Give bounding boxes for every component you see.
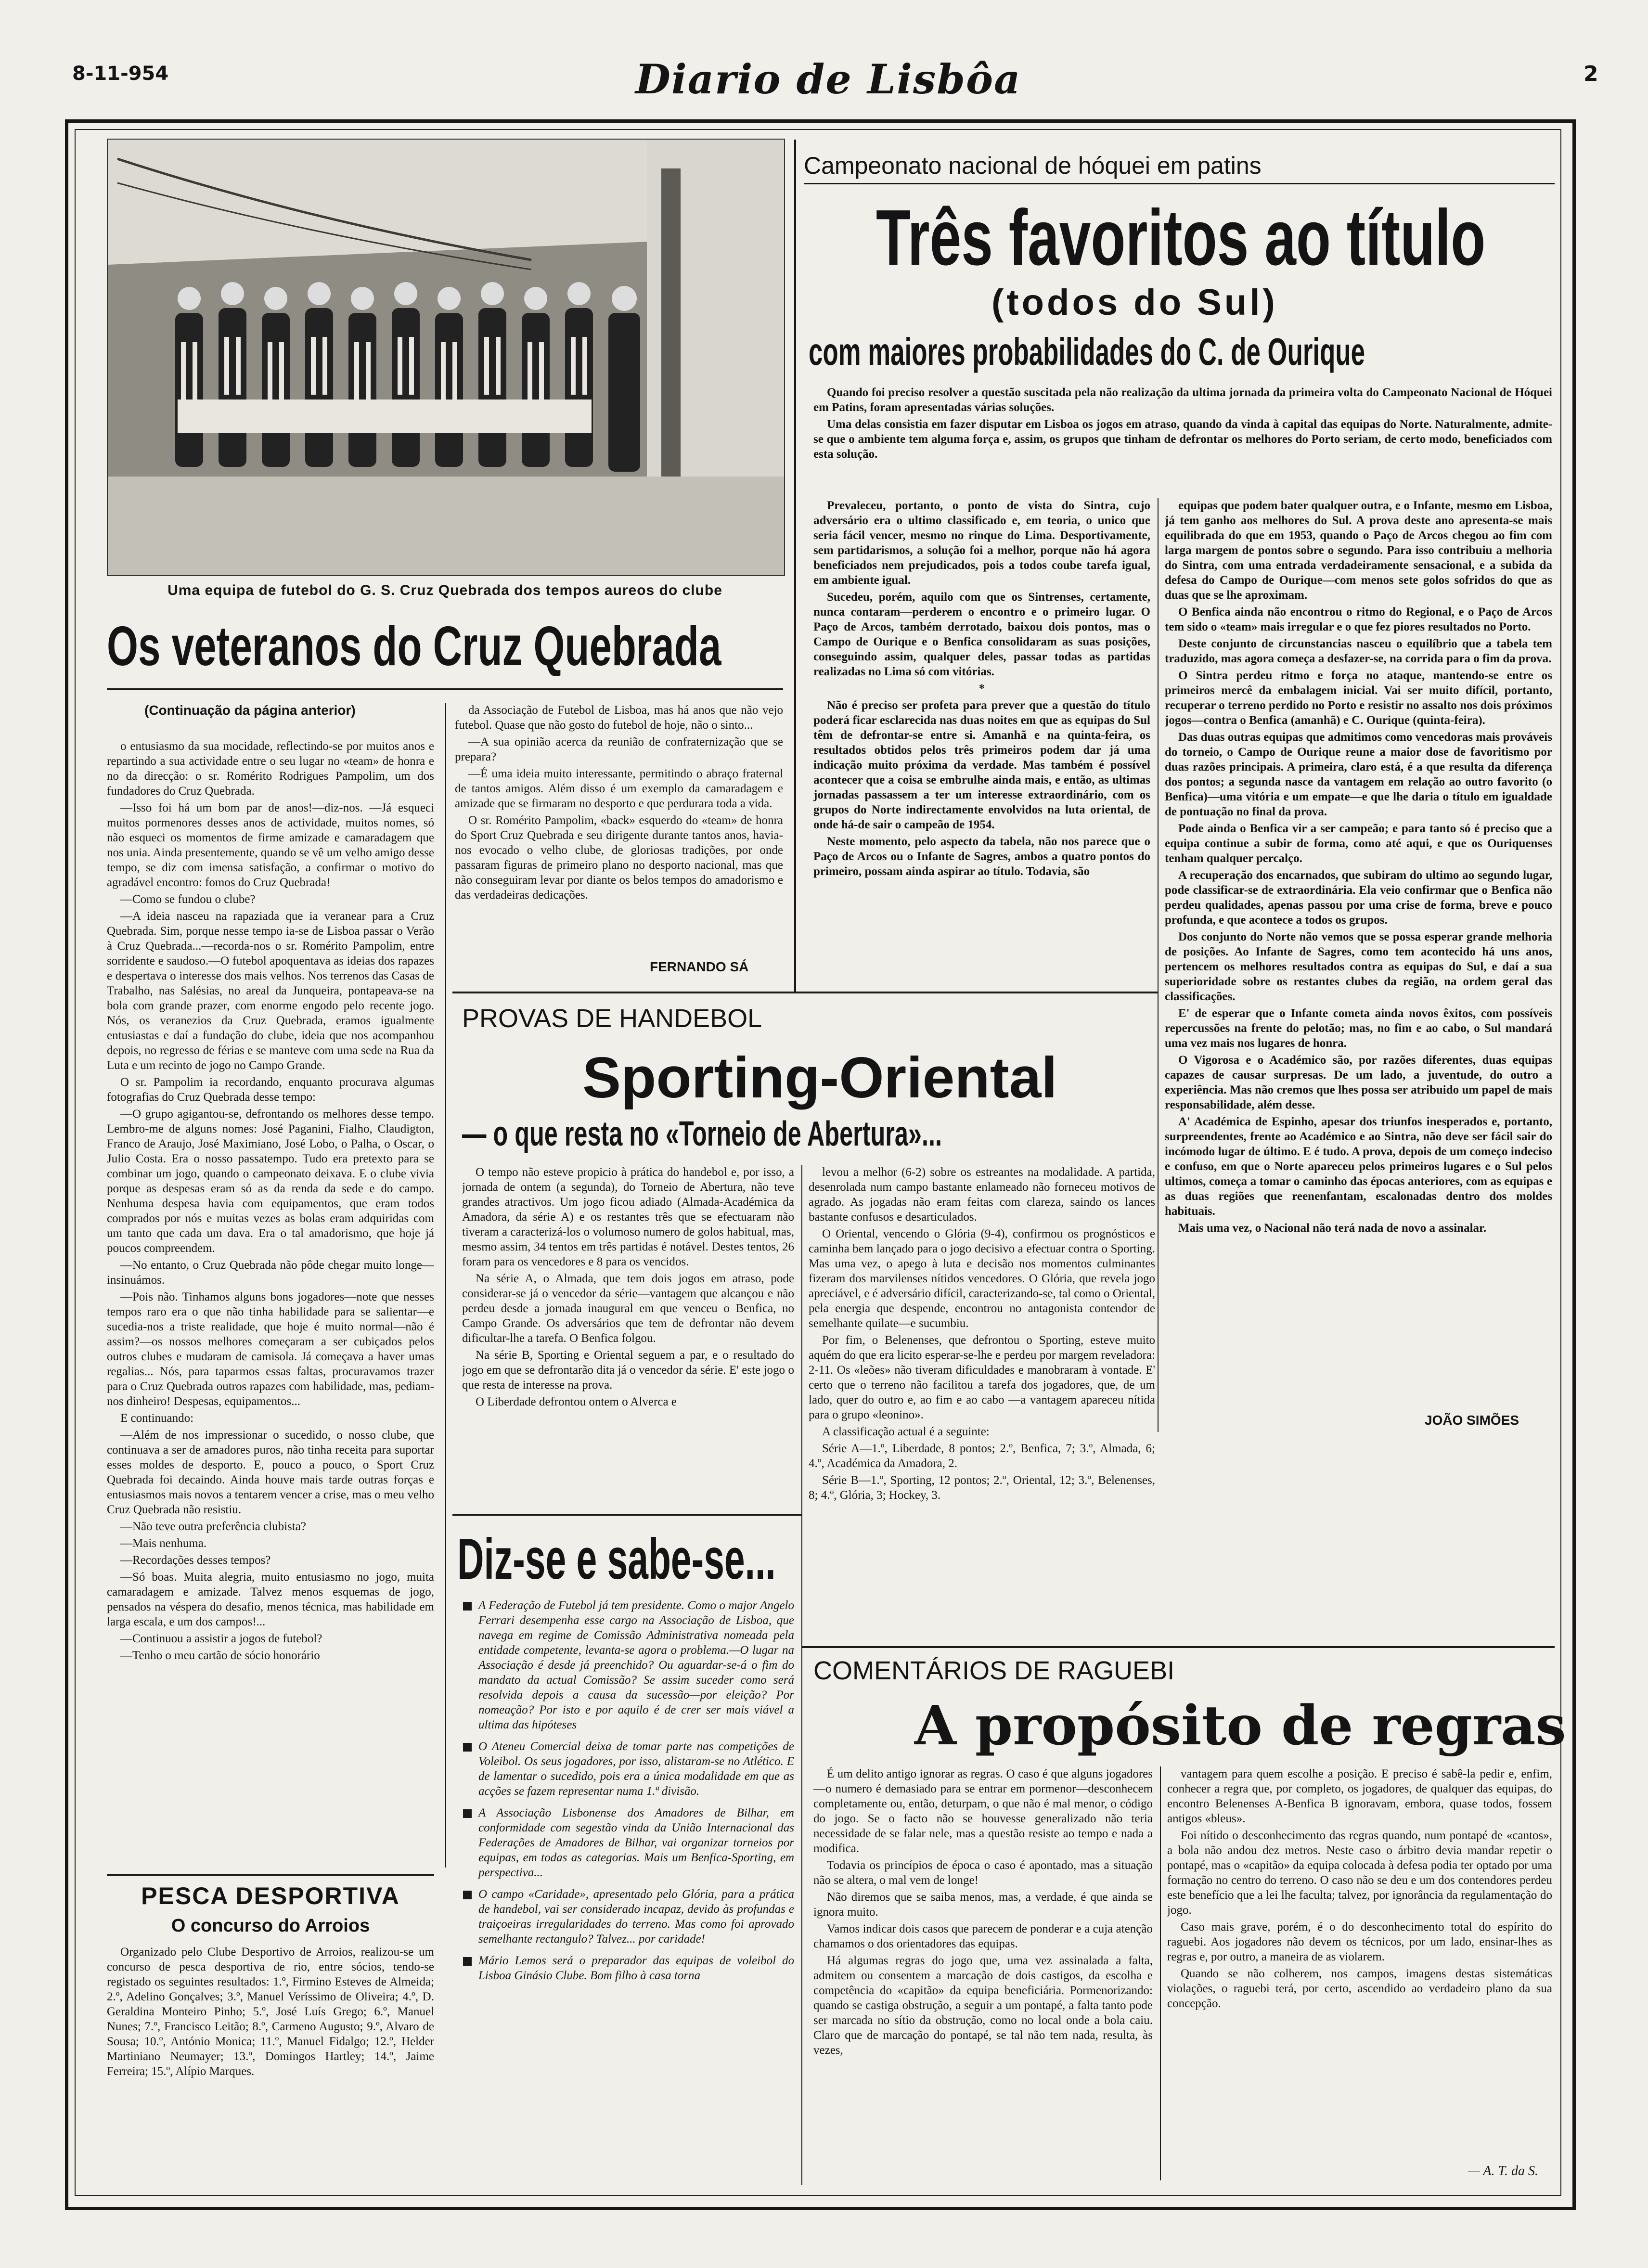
paragraph: O Liberdade defrontou ontem o Alverca e [476,1395,677,1408]
paragraph: Vamos indicar dois casos que parecem de ponderar e a cuja atenção chamamos o dos orientadores das equipas. [813,1922,1153,1950]
paragraph: Dos conjunto do Norte não vemos que se possa esperar grande melhoria de posições. Ao Infante de Sagres, como tem acontecido há uns anos, pertencem os melhores resultados contra as equipas do Sul, e daí a sua superioridade sobre os restantes clubes da região, na ordem geral das classificações. [1165,930,1552,1003]
paragraph: Mais uma vez, o Nacional não terá nada de novo a assinalar. [1178,1222,1487,1235]
paragraph: —Como se fundou o clube? [120,893,256,906]
paragraph: Deste conjunto de circunstancias nasceu o equilíbrio que a tabela tem traduzido, mas agora começa a desfazer-se, na corrida para o fim da prova. [1165,637,1552,665]
veteranos-column-2 [455,703,783,953]
paragraph: O Benfica ainda não encontrou o ritmo do Regional, e o Paço de Arcos tem sido o «team» mais irregular e o que fez piores resultados no Porto. [1165,606,1552,633]
paragraph: —Isso foi há um bom par de anos!—diz-nos. —Já esqueci muitos pormenores desses anos de actividade, muitos nomes, só não esqueci os momentos de firme amizade e camaradagem que nos unia. Ainda presentemente, quando se vê um velho amigo desse tempo, se diz com imensa satisfação, a confirmar o motivo do agradável encontro: fomos do Cruz Quebrada! [107,801,434,889]
raguebi-headline: A propósito de regras [914,1694,1566,1757]
paragraph: Na série B, Sporting e Oriental seguem a par, e o resultado do jogo em que se defrontarão dita já o vencedor da série. E' este jogo o que resta de interesse na prova. [462,1349,794,1392]
paragraph: Caso mais grave, porém, é o do desconhecimento total do espírito do raguebi. Aos jogadores não devem os técnicos, por um lado, ensinar-lhes as regras e, por outro, a maneira de as violarem. [1167,1920,1552,1963]
paragraph: Quando foi preciso resolver a questão suscitada pela não realização da ultima jornada da primeira volta do Campeonato Nacional de Hóquei em Patins, foram apresentadas várias soluções. [813,386,1552,414]
paragraph: Todavia os princípios de época o caso é apontado, mas a situação não se altera, o mal vem de longe! [813,1859,1153,1887]
team-photo-image [108,140,784,575]
news-item: O Ateneu Comercial deixa de tomar parte nas competições de Voleibol. Os seus jogadores, por isso, alistaram-se no Atlético. E de lamentar o sucedido, pois era a única modalidade em que as acções se fazem representar numa 1.ª divisão. [462,1739,794,1799]
newspaper-title: Diario de Lisbôa [635,55,1021,103]
paragraph: —Só boas. Muita alegria, muito entusiasmo no jogo, muita camaradagem e amizade. Talvez menos esquemas de jogo, pensados na véspera do desafio, menos técnica, mas habilidade em larga escala, e um dos campos!... [107,1571,434,1628]
paragraph: A recuperação dos encarnados, que subiram do ultimo ao segundo lugar, pode classificar-se de extraordinária. Ela veio confirmar que o Benfica não perdeu qualidades, apenas passou por uma crise de forma, breve e pouco profunda, e que acontece a todos os grupos. [1165,869,1552,927]
hoquei-subheadline: (todos do Sul) [991,282,1278,323]
paragraph: —Não teve outra preferência clubista? [120,1520,306,1533]
news-item: A Associação Lisbonense dos Amadores de Bilhar, em conformidade com segestão vinda da União Internacional das Federações de Amadores de Bilhar, vai organizar torneios por equipas, em todas as categorias. Mais um Benfica-Sporting, em perspectiva... [462,1805,794,1880]
paragraph: levou a melhor (6-2) sobre os estreantes na modalidade. A partida, desenrolada num campo bastante enlameado não forneceu motivos de agrado. As jogadas não eram feitas com clareza, saindo os lances bastante confusos e desarticulados. [809,1166,1155,1224]
dizse-headline: Diz-se e sabe-se... [457,1527,776,1591]
paragraph: O Sintra perdeu ritmo e força no ataque, mantendo-se entre os primeiros mercê da embalagem inicial. Vai ser muito difícil, portanto, recuperar o terreno perdido no Porto e resistir no assalto nos dois próximos jogos—contra o Benfica (amanhã) e C. Ourique (quinta-feira). [1165,669,1552,727]
hoquei-deck: com maiores probabilidades do C. de Ourique [809,330,1365,373]
pesca-body [107,1945,434,2156]
paragraph: O Oriental, vencendo o Glória (9-4), confirmou os prognósticos e caminha bem lançado para o jogo decisivo a efectuar contra o Sporting. Mas uma vez, o apego à luta e decisão nos momentos culminantes fizeram dos marvilenses nítidos vencedores. O Glória, que revela jogo apreciável, e é adversário difícil, caracterizando-se, tal como o Oriental, pela energia que despende, encontrou no antagonista contendor de semelhante quilate—e sucumbiu. [809,1227,1155,1330]
veteranos-column-1 [107,739,434,1863]
paragraph: A' Académica de Espinho, apesar dos triunfos inesperados e, portanto, surpreendentes, frente ao Académico e ao Sintra, não deve ser fácil sair do incómodo lugar de último. E é tudo. A prova, depois de um começo indeciso e confuso, em que o Norte apareceu pelos primeiros lugares e o Sul pelos ultimos, começa a tomar o caminho das épocas anteriores, com as equipas e as duas regiões que reenenfantam, escalonadas dentro dos moldes habituais. [1165,1115,1552,1218]
paragraph: —Além de nos impressionar o sucedido, o nosso clube, que continuava a ser de amadores puros, não tinha receita para suportar esses moldes de desporto. E, pouco a pouco, o Sport Cruz Quebrada foi decaindo. Ainda houve mais tarde outras forças e entusiasmos mais novos a tentarem vencer a crise, mas o meu velho Cruz Quebrada não resistiu. [107,1429,434,1516]
paragraph: O sr. Pampolim ia recordando, enquanto procurava algumas fotografias do Cruz Quebrada desse tempo: [107,1076,434,1104]
continuation-note: (Continuação da página anterior) [144,703,356,718]
column-rule-handebol [801,1165,802,2185]
raguebi-col2-content [1167,1766,1552,2011]
hoquei-col1-content [813,498,1150,879]
rule-pesca [107,1874,434,1876]
paragraph: E continuando: [120,1412,194,1425]
paragraph: É um delito antigo ignorar as regras. O caso é que alguns jogadores—o numero é demasiado para se entrar em pormenor—desconhecem completamente ou, então, deturpam, o que não é mal menor, o código do jogo. Se o facto não se houvesse generalizado não teria necessidade de se falar nele, mas a questão resiste ao tempo e nada a modifica. [813,1767,1153,1855]
pesca-content [107,1945,434,2079]
paragraph: Uma delas consistia em fazer disputar em Lisboa os jogos em atraso, quando da vinda à capital das equipas do Norte. Naturalmente, admite-se que o ambiente tem alguma força e, assim, os grupos que tinham de defrontar os melhores do Porto seriam, de certo modo, beneficiados com esta solução. [813,418,1552,461]
news-item: O campo «Caridade», apresentado pelo Glória, para a prática de handebol, vai ser considerado incapaz, devido às profundas e traiçoeiras irregularidades do terreno. Mas como foi aprovado semelhante rectangulo? Talvez... por caridade! [462,1887,794,1946]
handebol-column-2 [809,1165,1155,1622]
handebol-headline: Sporting-Oriental [582,1045,1057,1110]
rule-handebol [452,992,1158,993]
veteranos-signature: FERNANDO SÁ [650,959,749,974]
hoquei-intro-content [813,385,1552,462]
paragraph: —No entanto, o Cruz Quebrada não pôde chegar muito longe—insinuámos. [107,1259,434,1287]
news-item: A Federação de Futebol já tem presidente. Como o major Angelo Ferrari desempenha esse cargo na Associação de Lisboa, que navega em regime de Comissão Administrativa nomeada pela entidade competente, levanta-se agora o problema.—O lugar na Associação é desde já preenchido? Ou aguardar-se-á o fim do mandato da actual Comissão? Se assim suceder como será resolvida depois a causa da sucessão—por eleição? Por nomeação? Por isto e por aquilo é de crer ser mais viável a ultima das hipóteses [462,1598,794,1732]
paragraph: Foi nítido o desconhecimento das regras quando, num pontapé de «cantos», a bola não andou dez metros. Neste caso o árbitro devia mandar repetir o pontapé, mas o «capitão» da equipa colocada à defesa podia ter optado por uma formação no centro do terreno. O caso não se deu e um dos contendores perdeu este benefício que a lei lhe faculta; talvez, por ignorância da regulamentação do jogo. [1167,1829,1552,1917]
paragraph: Há algumas regras do jogo que, uma vez assinalada a falta, admitem ou consentem a marcação de dois castigos, da escolha e competência do «capitão» da equipa beneficiária. Pormenorizando: quando se castiga obstrução, a seguir a um pontapé, a falta tanto pode ser marcada no sítio da obstrução, como no local onde a bola caiu. Claro que de marcação do pontapé, se tal não tem nada, resulta, às vezes, [813,1954,1153,2057]
veteranos-headline: Os veteranos do Cruz Quebrada [107,615,721,677]
handebol-column-1 [462,1165,794,1507]
handebol-subheadline: — o que resta no «Torneio de Abertura»... [462,1115,942,1153]
rule-raguebi [801,1646,1555,1648]
handebol-col1-content [462,1165,794,1409]
raguebi-section: COMENTÁRIOS DE RAGUEBI [813,1656,1175,1685]
paragraph: Série B—1.º, Sporting, 12 pontos; 2.º, Oriental, 12; 3.º, Belenenses, 8; 4.º, Glória, 3; Hockey, 3. [809,1474,1155,1502]
raguebi-col1-content [813,1766,1153,2058]
raguebi-column-2 [1167,1766,1552,2161]
raguebi-column-1 [813,1766,1153,2176]
paragraph: Pode ainda o Benfica vir a ser campeão; e para tanto só é preciso que a equipa continue a subir de forma, como até aqui, e que os Ouriquenses tenham qualquer percalço. [1165,822,1552,865]
paragraph: O tempo não esteve propicio à prática do handebol e, por isso, a jornada de ontem (a segunda), do Torneio de Abertura, não teve grandes atractivos. Um jogo ficou adiado (Almada-Académica da Amadora, da série A) e os restantes três que se efectuaram não tiveram a caracterizá-los o volumoso numero de golos habitual, mas, mesmo assim, 34 tentos em três partidas é notável. Destes tentos, 26 foram para os vencedores e 8 para os vencidos. [462,1166,794,1268]
column-rule-raguebi [1160,1766,1161,2180]
hoquei-col2-content [1165,498,1552,1236]
paragraph: —A sua opinião acerca da reunião de confraternização que se prepara? [455,735,783,763]
paragraph: Não diremos que se saiba menos, mas, a verdade, é que ainda se ignora muito. [813,1891,1153,1919]
paragraph: O sr. Romérito Pampolim, «back» esquerdo do «team» de honra do Sport Cruz Quebrada e seu dirigente durante tantos anos, havia-nos evocado o velho clube, de gloriosas tradições, por onde passaram figuras de primeiro plano no desporto nacional, mas que não conseguiram levar por diante os belos tempos do amadorismo e das verdadeiras dedicações. [455,814,783,902]
paragraph: —É uma ideia muito interessante, permitindo o abraço fraternal de tantos amigos. Além disso é um exemplo da camaradagem e amizade que se firmaram no desporto e que perdurara toda a vida. [455,767,783,810]
paragraph: equipas que podem bater qualquer outra, e o Infante, mesmo em Lisboa, já tem ganho aos melhores do Sul. A prova deste ano apresenta-se mais equilibrada do que em 1953, quando o Paço de Arcos chegou ao fim com larga margem de pontos sobre o segundo. Para isso contribuiu a melhoria do Sintra, com uma entrada verdadeiramente sensacional, e a subida da defesa do Campo de Ourique—com menos sete golos sofridos do que as duas que se lhe aproximam. [1165,499,1552,602]
rule-hoquei [804,183,1555,184]
paragraph: Por fim, o Belenenses, que defrontou o Sporting, esteve muito aquém do que era licito esperar-se-lhe e perdeu por margem reveladora: 2-11. Os «leões» não tiveram dificuldades e manobraram à vontade. E' certo que o terreno não facilitou a tarefa dos jogadores, que, de um lado, quer do outro e, ao fim e ao cabo —a vantagem apareceu nítida para o grupo «leonino». [809,1334,1155,1421]
veteranos-col2-content [455,703,783,902]
paragraph: Das duas outras equipas que admitimos como vencedoras mais prováveis do torneio, o Campo de Ourique reune a maior dose de favoritismo por duas razões principais. A primeira, claro está, é a que resulta da diferença dos pontos; a segunda nasce da vantagem em relação ao outro favorito (o Benfica)—uma vitória e um empate—e que lhe daria o título em igualdade de pontuação no final da prova. [1165,731,1552,818]
hoquei-signature: JOÃO SIMÕES [1425,1413,1519,1428]
paragraph: Prevaleceu, portanto, o ponto de vista do Sintra, cujo adversário era o ultimo classificado e, em teoria, o unico que seria fácil vencer, mesmo no rinque do Lima. Desportivamente, sem partidarismos, a solução foi a melhor, porque não há agora beneficiados nem prejudicados, pois a todos coube tarefa igual, em ambiente igual. [813,499,1150,587]
dizse-items [462,1598,794,1983]
paragraph: —Pois não. Tinhamos alguns bons jogadores—note que nesses tempos raro era o que não tinha habilidade para se salientar—e sucedia-nos a triste realidade, que hoje é muito normal—não é assim?—os nossos melhores começaram a ser cubiçados pelos outros clubes e mudaram de camisola. Já começava a haver umas regalias... Nós, para taparmos essas faltas, procuravamos trazer para o Cruz Quebrada outros rapazes com habilidade, mas, pediam-nos dinheiro! Despesas, equipamentos... [107,1290,434,1408]
rule-dizse [452,1514,801,1516]
paragraph: da Associação de Futebol de Lisboa, mas há anos que não vejo futebol. Quase que não gosto do futebol de hoje, não o sinto... [455,704,783,732]
pesca-title: PESCA DESPORTIVA [141,1882,400,1909]
rule-veteranos [107,688,783,690]
paragraph: O Vigorosa e o Académico são, por razões diferentes, duas equipas capazes de causar surpresas. De um lado, a juventude, do outro a experiência. Mas não cremos que lhes possa ser atribuido um papel de mais responsabilidade, além desse. [1165,1054,1552,1111]
paragraph: A classificação actual é a seguinte: [822,1425,990,1438]
news-item: Mário Lemos será o preparador das equipas de voleibol do Lisboa Ginásio Clube. Bom filho à casa torna [462,1953,794,1983]
paragraph: —Continuou a assistir a jogos de futebol? [120,1632,322,1645]
paragraph: E' de esperar que o Infante cometa ainda novos êxitos, com possíveis repercussões na frente do pelotão; mas, no fim e ao cabo, o Sul mandará uma vez mais nos lugares de honra. [1165,1007,1552,1050]
handebol-col2-content [809,1165,1155,1503]
paragraph: —Recordações desses tempos? [120,1554,271,1567]
column-rule-hoquei [1158,498,1159,1432]
paragraph: o entusiasmo da sua mocidade, reflectindo-se por muitos anos e repartindo a sua actividade entre o seu lugar no «team» de honra e no da direcção: o sr. Romérito Rodrigues Pampolim, um dos fundadores do Cruz Quebrada. [107,740,434,798]
photo-caption: Uma equipa de futebol do G. S. Cruz Quebrada dos tempos aureos do clube [167,582,722,598]
paragraph: Quando se não colherem, nos campos, imagens destas sistemáticas violações, o raguebi terá, por certo, ascendido ao verdadeiro plano da sua concepção. [1167,1967,1552,2010]
hoquei-column-1 [813,498,1150,992]
dizse-body [462,1598,794,2176]
edition-date: 8-11-954 [72,63,169,85]
paragraph: Sucedeu, porém, aquilo com que os Sintrenses, certamente, nunca contaram—perderem o encontro e o primeiro lugar. O Paço de Arcos, também derrotado, baixou dois pontos, mas o Campo de Ourique e o Benfica consolidaram as suas posições, conseguindo assim, qualquer deles, passar todas as partidas realizadas no Lima só com vitórias. [813,591,1150,678]
paragraph: Não é preciso ser profeta para prever que a questão do título poderá ficar esclarecida nas duas noites em que as equipas do Sul têm de defrontar-se entre si. Amanhã e na quinta-feira, os resultados obtidos pelos três primeiros podem dar já uma indicação muito próxima da verdade. Mas também é possível acontecer que a coisa se embrulhe ainda mais, e então, as ultimas jornadas passassem a ter um interesse extraordinário, com os grupos do Norte indirectamente envolvidos na luta oriental, de onde há-de sair o campeão de 1954. [813,699,1150,831]
paragraph: —A ideia nasceu na rapaziada que ia veranear para a Cruz Quebrada. Sim, porque nesse tempo ia-se de Lisboa passar o Verão à Cruz Quebrada...—recorda-nos o sr. Romérito Pampolim, entre sorridente e saudoso.—O futebol apoquentava as ideias dos rapazes e despertava o interesse dos mais velhos. Nos terrenos das Casas de Trabalho, nas Salésias, no areal da Junqueira, pontapeava-se na bola com grande prazer, com enorme engodo pelo recente jogo. Nós, os veranezios da Cruz Quebrada, eramos igualmente entusiastas e daí a fundação do clube, ideia que nos acompanhou depois, no regresso de férias e se manteve com uma sede na Rua da Luta e um recinto de jogo no Campo Grande. [107,910,434,1072]
paragraph: Neste momento, pelo aspecto da tabela, não nos parece que o Paço de Arcos ou o Infante de Sagres, ambos a quatro pontos do primeiro, possam ainda aspirar ao título. Todavia, são [813,835,1150,878]
column-rule [445,703,446,1868]
paragraph: * [978,682,985,695]
pesca-subtitle: O concurso do Arroios [171,1916,370,1936]
hoquei-column-2 [1165,498,1552,1410]
veteranos-col1-content [107,739,434,1663]
raguebi-signature: — A. T. da S. [1468,2164,1538,2178]
paragraph: —Mais nenhuma. [120,1537,207,1550]
team-photo [107,139,785,576]
hoquei-intro [813,385,1552,501]
paragraph: —Tenho o meu cartão de sócio honorário [120,1649,320,1662]
rule-vertical-right [794,140,796,992]
paragraph: Na série A, o Almada, que tem dois jogos em atraso, pode considerar-se já o vencedor da série—vantagem que alcançou e não perdeu desde a jornada inaugural em que venceu o Benfica, no Campo Grande. Os adversários que tem de defrontar não devem dificultar-lhe a tarefa. O Benfica folgou. [462,1272,794,1345]
paragraph: Organizado pelo Clube Desportivo de Arroios, realizou-se um concurso de pesca desportiva de rio, entre sócios, tendo-se registado os seguintes resultados: 1.º, Firmino Esteves de Almeida; 2.º, Adelino Gonçalves; 3.º, Manuel Veríssimo de Oliveira; 4.º, D. Geraldina Monteiro Pinho; 5.º, José Luís Grego; 6.º, Manuel Nunes; 7.º, Francisco Leitão; 8.º, Carmeno Augusto; 9.º, Alvaro de Sousa; 10.º, António Monica; 11.º, Manuel Fidalgo; 12.º, Helder Martiniano Neumayer; 13.º, Domingos Hartley; 14.º, Jaime Ferreira; 15.º, Alípio Marques. [107,1946,434,2078]
hoquei-section: Campeonato nacional de hóquei em patins [804,152,1262,179]
hoquei-headline: Três favoritos ao título [876,193,1486,282]
paragraph: —O grupo agigantou-se, defrontando os melhores desse tempo. Lembro-me de alguns nomes: José Paganini, Fialho, Claudigton, Franco de Araujo, José Maximiano, José Lobo, o Palha, o Oscar, o Julio Costa. Era o nosso passatempo. Tudo era pretexto para se combinar um jogo, quando o campeonato deixava. E o clube vivia porque as despesas eram só as da renda da sede e do campo. Nenhuma despesa havia com equipamentos, que eram todos comprados por nós e muitas vezes as bolas eram adquiridas com um tanto que cada um dava. Era o tal amadorismo, que hoje já poucos compreendem. [107,1108,434,1255]
handebol-section: PROVAS DE HANDEBOL [462,1004,762,1033]
page-number: 2 [1584,62,1598,86]
paragraph: Série A—1.º, Liberdade, 8 pontos; 2.º, Benfica, 7; 3.º, Almada, 6; 4.º, Académica da Amadora, 2. [809,1442,1155,1470]
paragraph: vantagem para quem escolhe a posição. E preciso é sabê-la pedir e, enfim, conhecer a regra que, por completo, os jogadores, de qualquer das equipas, do encontro Belenenses A-Benfica B ignoravam, embora, quase todos, fossem antigos «bleus». [1167,1767,1552,1825]
